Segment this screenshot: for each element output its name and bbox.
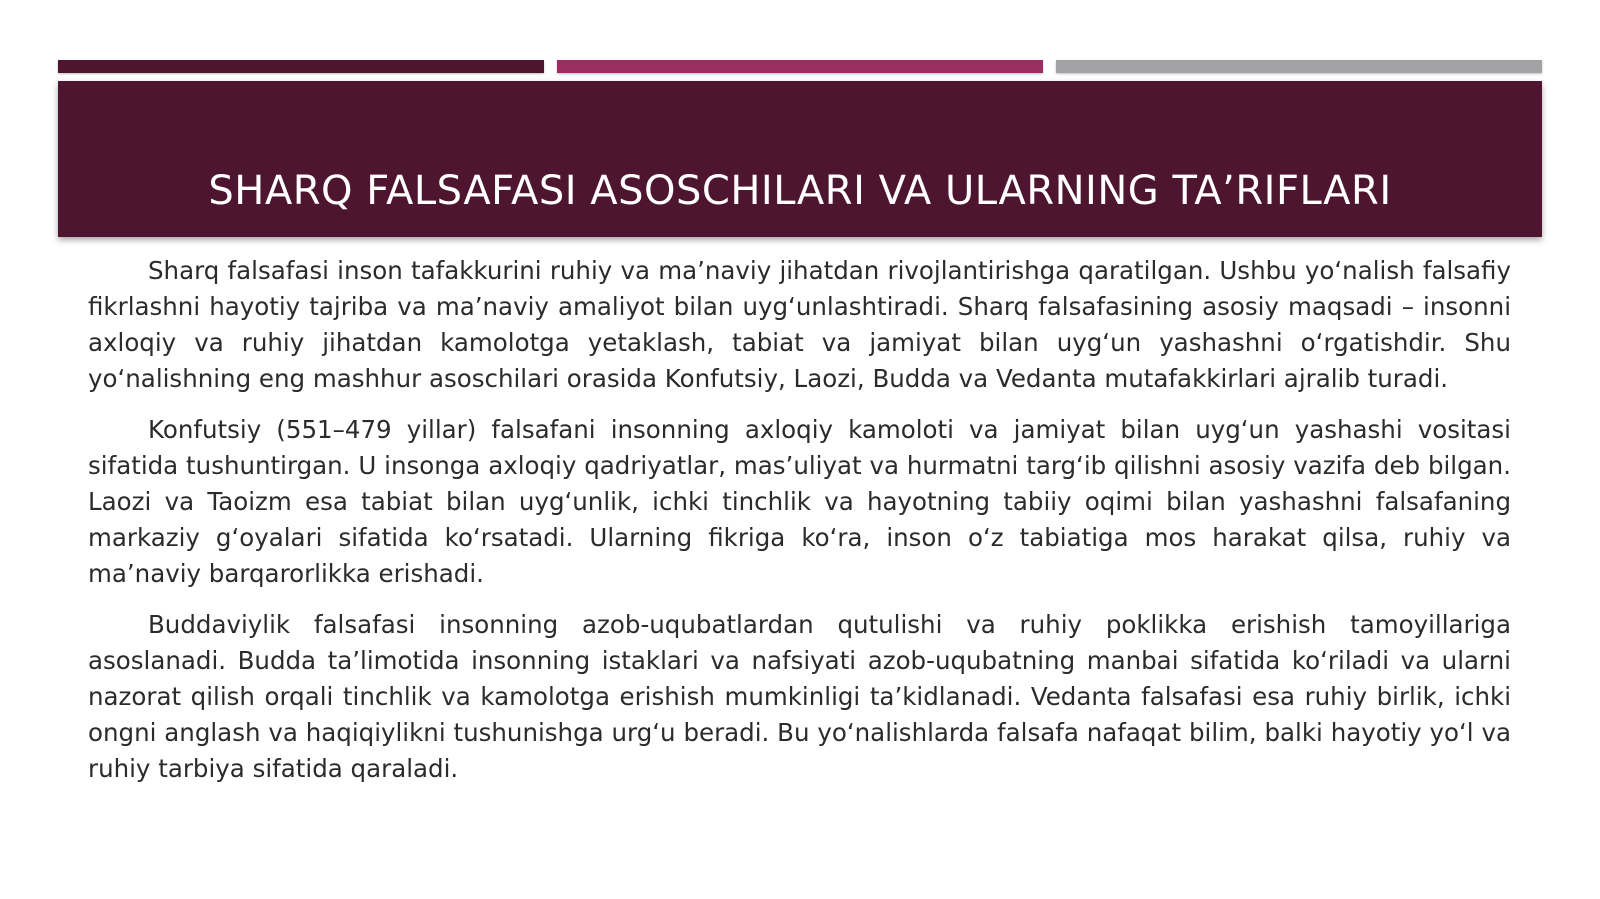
paragraph-konfutsiy: Konfutsiy (551–479 yillar) falsafani insonning axloqiy kamoloti va jamiyat bilan uyg‘un yashashi vositasi sifatida tushuntirgan. U insonga axloqiy qadriyatlar, mas’uliyat va hurmatni targ‘ib qilishni asosiy vazifa deb bilgan. Laozi va Taoizm esa tabiat bilan uyg‘unlik, ichki tinchlik va hayotning tabiiy oqimi bilan yashashni falsafaning markaziy g‘oyalari sifatida ko‘rsatadi. Ularning fikriga ko‘ra, inson o‘z tabiatiga mos harakat qilsa, ruhiy va ma’naviy barqarorlikka erishadi. (88, 415, 1511, 588)
accent-bar-gray (1056, 60, 1542, 73)
paragraph-intro: Sharq falsafasi inson tafakkurini ruhiy va ma’naviy jihatdan rivojlantirishga qaratilgan. Ushbu yo‘nalish falsafiy fikrlashni hayotiy tajriba va ma’naviy amaliyot bilan uyg‘unlashtiradi. Sharq falsafasining asosiy maqsadi – insonni axloqiy va ruhiy jihatdan kamolotga yetaklash, tabiat va jamiyat bilan uyg‘un yashashni o‘rgatishdir. Shu yo‘nalishning eng mashhur asoschilari orasida Konfutsiy, Laozi, Budda va Vedanta mutafakkirlari ajralib turadi. (88, 256, 1511, 393)
slide-title: SHARQ FALSAFASI ASOSCHILARI VA ULARNING TA’RIFLARI (208, 168, 1392, 214)
body-text (88, 253, 1511, 802)
accent-bar-dark (58, 60, 544, 73)
title-band (58, 81, 1542, 237)
paragraph-buddaviylik: Buddaviylik falsafasi insonning azob-uqubatlardan qutulishi va ruhiy poklikka erishish tamoyillariga asoslanadi. Budda ta’limotida insonning istaklari va nafsiyati azob-uqubatning manbai sifatida ko‘riladi va ularni nazorat qilish orqali tinchlik va kamolotga erishish mumkinligi ta’kidlanadi. Vedanta falsafasi esa ruhiy birlik, ichki ongni anglash va haqiqiylikni tushunishga urg‘u beradi. Bu yo‘nalishlarda falsafa nafaqat bilim, balki hayotiy yo‘l va ruhiy tarbiya sifatida qaraladi. (88, 610, 1511, 783)
accent-bar-magenta (557, 60, 1043, 73)
